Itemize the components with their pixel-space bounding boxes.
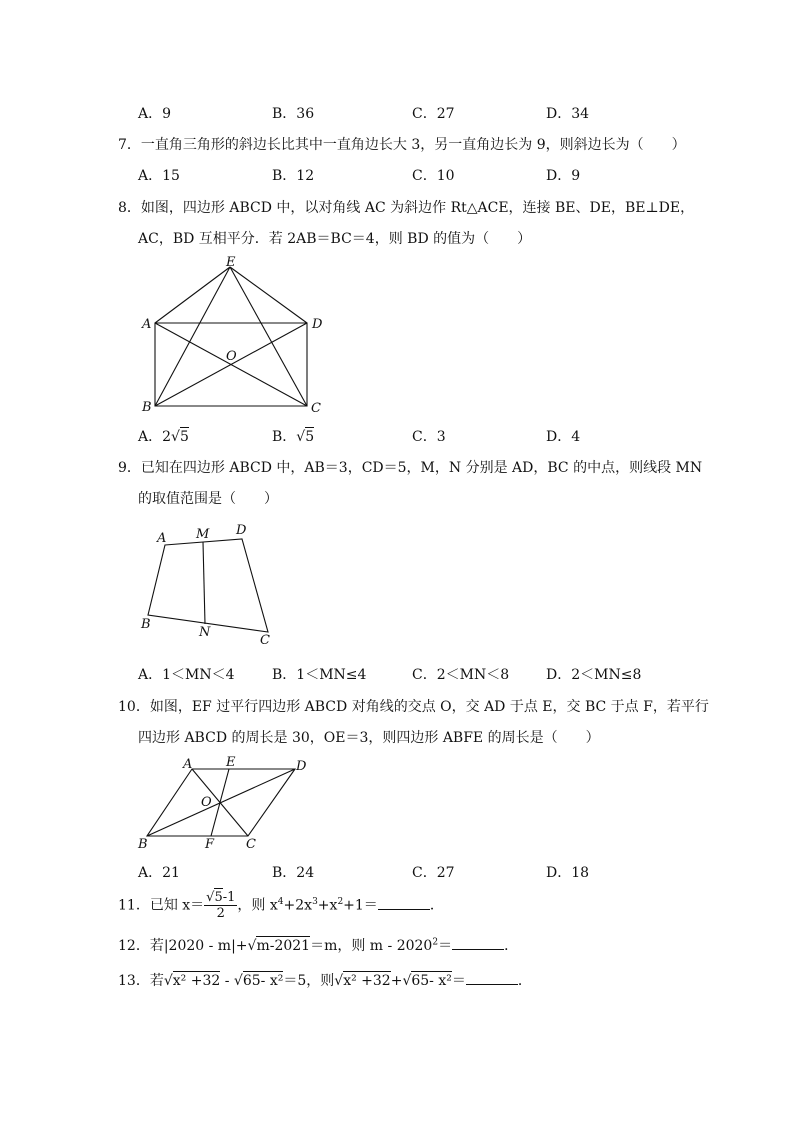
q7-option-c: C．10 <box>412 168 455 184</box>
q9-line2: 的取值范围是（ ） <box>138 491 278 507</box>
q10-label-a: A <box>183 757 193 772</box>
q8-figure <box>130 250 340 420</box>
q9-line1: 9．已知在四边形 ABCD 中，AB＝3，CD＝5，M，N 分别是 AD，BC 的中点，则线段 MN <box>118 460 703 476</box>
q9-label-b: B <box>141 617 151 632</box>
q11-fraction: $\frac{√5-1}{2}$ <box>206 890 236 921</box>
q10-label-o: O <box>201 795 212 810</box>
q8-label-e: E <box>226 255 236 270</box>
q10-option-b: B．24 <box>272 865 315 881</box>
q10-line2: 四边形 ABCD 的周长是 30，OE＝3，则四边形 ABFE 的周长是（ ） <box>138 730 600 746</box>
q8-label-c: C <box>311 401 321 416</box>
q7-option-b: B．12 <box>272 168 315 184</box>
q9-option-a: A．1＜MN＜4 <box>138 667 235 683</box>
q9-label-d: D <box>236 523 247 538</box>
q8-label-b: B <box>142 400 152 415</box>
q6-option-c: C．27 <box>412 106 455 122</box>
q10-option-c: C．27 <box>412 865 455 881</box>
q6-option-b: B．36 <box>272 106 315 122</box>
q8-label-a: A <box>142 317 152 332</box>
q8-option-d: D．4 <box>546 429 581 445</box>
q8-line2: AC，BD 互相平分．若 2AB＝BC＝4，则 BD 的值为（ ） <box>138 231 532 247</box>
q8-label-d: D <box>312 317 323 332</box>
q10-figure <box>130 752 330 857</box>
q9-label-m: M <box>196 527 210 542</box>
q10-label-d: D <box>296 759 307 774</box>
q10-option-a: A．21 <box>138 865 180 881</box>
q10-label-c: C <box>246 837 256 852</box>
q11-text: 11．已知 x＝ $\frac{√5-1}{2}$ ，则 $x^4+2x^3+x^2+1=$ ． <box>118 890 444 921</box>
q9-figure <box>135 518 285 648</box>
q8-line1: 8．如图，四边形 ABCD 中，以对角线 AC 为斜边作 Rt△ACE，连接 BE、DE，BE⊥DE， <box>118 200 695 216</box>
q9-option-c: C．2＜MN＜8 <box>412 667 510 683</box>
q7-option-a: A．15 <box>138 168 180 184</box>
q12-answer-blank[interactable] <box>452 937 504 950</box>
q10-label-f: F <box>205 837 215 852</box>
q6-option-a: A．9 <box>138 106 172 122</box>
q8-option-a: A．2√5 <box>138 429 189 445</box>
q9-label-c: C <box>260 633 270 648</box>
q7-text: 7．一直角三角形的斜边长比其中一直角边长大 3，另一直角边长为 9，则斜边长为（ ） <box>118 137 686 153</box>
q13-answer-blank[interactable] <box>466 972 518 985</box>
q8-option-b: B．√5 <box>272 429 315 445</box>
q10-label-e: E <box>226 755 236 770</box>
q9-label-n: N <box>199 625 211 640</box>
q10-line1: 10．如图，EF 过平行四边形 ABCD 对角线的交点 O，交 AD 于点 E，交 BC 于点 F，若平行 <box>118 699 709 715</box>
q11-answer-blank[interactable] <box>378 897 430 910</box>
q10-label-b: B <box>138 837 148 852</box>
q6-option-d: D．34 <box>546 106 590 122</box>
q8-label-o: O <box>226 349 237 364</box>
q9-label-a: A <box>157 531 167 546</box>
q12-text: 12．若|2020 - m|+√m-2021＝m，则 $m - 2020^2=$ ． <box>118 937 519 954</box>
q9-option-d: D．2＜MN≤8 <box>546 667 642 683</box>
q7-option-d: D．9 <box>546 168 581 184</box>
q9-option-b: B．1＜MN≤4 <box>272 667 367 683</box>
q8-option-c: C．3 <box>412 429 446 445</box>
q10-option-d: D．18 <box>546 865 590 881</box>
q13-text: 13．若√x² +32 - √65- x²＝5，则√x² +32+√65- x²＝ ． <box>118 973 532 989</box>
